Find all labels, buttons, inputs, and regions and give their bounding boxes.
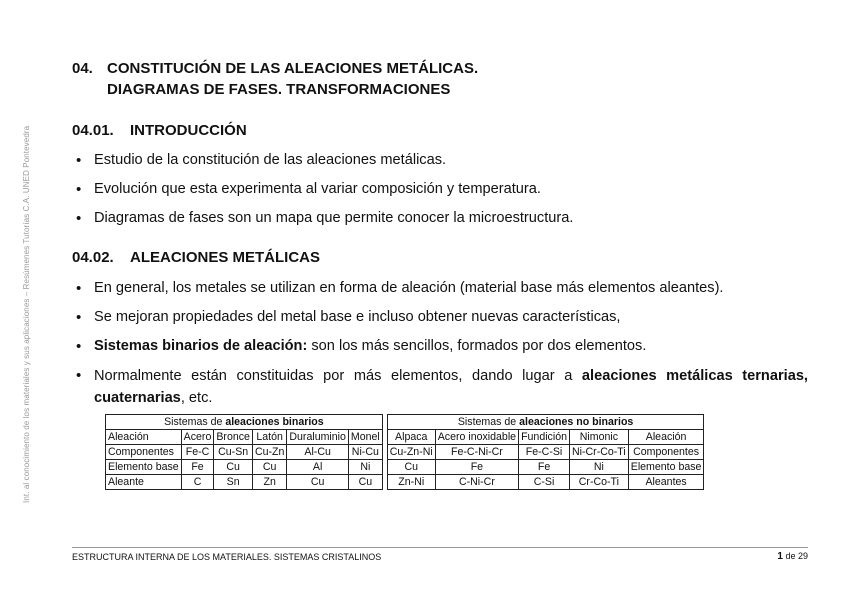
table-row — [106, 445, 704, 460]
table-cell: Fe — [519, 460, 570, 475]
table-cell: Cu — [287, 475, 349, 490]
table-cell: Monel — [348, 430, 382, 445]
footer-divider — [72, 547, 808, 548]
table-cell: Cu-Zn-Ni — [387, 445, 435, 460]
list-item: • Sistemas binarios de aleación: son los más sencillos, formados por dos elementos. — [72, 332, 808, 361]
table-cell: Cu-Sn — [214, 445, 253, 460]
table-cell: Fe — [435, 460, 518, 475]
bold-term: aleaciones metálicas ternarias, cuaternarias — [94, 368, 808, 406]
section-heading-intro — [72, 122, 247, 139]
table-cell: Aleantes — [628, 475, 704, 490]
table-cell: Cu — [214, 460, 253, 475]
table-cell: Ni — [570, 460, 629, 475]
table-cell: Bronce — [214, 430, 253, 445]
section-heading-alloys — [72, 249, 320, 266]
table-cell: Cu — [348, 475, 382, 490]
nonbinary-systems-header: Sistemas de aleaciones no binarios — [387, 415, 704, 430]
footer-title: ESTRUCTURA INTERNA DE LOS MATERIALES. SISTEMAS CRISTALINOS — [72, 552, 382, 562]
bold-term: Sistemas binarios de aleación: — [94, 338, 308, 354]
list-item: • Normalmente están constituidas por más elementos, dando lugar a aleaciones metálicas ternarias, cuaternarias, etc. — [72, 361, 808, 409]
list-item: • En general, los metales se utilizan en forma de aleación (material base más elementos aleantes). — [72, 274, 808, 303]
table-cell: Fe-C-Si — [519, 445, 570, 460]
title-line-1: CONSTITUCIÓN DE LAS ALEACIONES METÁLICAS. — [107, 60, 479, 77]
alloys-table-wrap — [105, 414, 704, 490]
table-cell: Aleación — [628, 430, 704, 445]
table-row — [106, 475, 704, 490]
list-item: • Estudio de la constitución de las aleaciones metálicas. — [72, 146, 808, 175]
list-item: • Diagramas de fases son un mapa que permite conocer la microestructura. — [72, 204, 808, 233]
table-row — [106, 430, 704, 445]
table-cell: Aleante — [106, 475, 182, 490]
table-cell: C-Ni-Cr — [435, 475, 518, 490]
table-cell: Cu-Zn — [252, 445, 286, 460]
alloys-table — [105, 414, 704, 490]
section-title: INTRODUCCIÓN — [130, 122, 247, 139]
page-title — [72, 58, 478, 100]
section-title: ALEACIONES METÁLICAS — [130, 249, 321, 266]
table-cell: Al — [287, 460, 349, 475]
table-cell: Ni-Cu — [348, 445, 382, 460]
table-cell: Fe-C — [181, 445, 214, 460]
intro-list — [72, 146, 808, 233]
table-cell: C-Si — [519, 475, 570, 490]
section-number: 04.01. — [72, 122, 114, 139]
table-cell: Cu — [387, 460, 435, 475]
sidebar-caption: Int. al conocimiento de los materiales y sus aplicaciones – Resúmenes Tutorías C.A. UNED Pontevedra — [22, 125, 31, 503]
binary-systems-header: Sistemas de aleaciones binarios — [106, 415, 383, 430]
table-cell: Componentes — [628, 445, 704, 460]
table-cell: Zn-Ni — [387, 475, 435, 490]
title-number: 04. — [72, 60, 93, 77]
table-cell: Cr-Co-Ti — [570, 475, 629, 490]
table-cell: Acero inoxidable — [435, 430, 518, 445]
table-header-row — [106, 415, 704, 430]
table-cell: Duraluminio — [287, 430, 349, 445]
list-item: • Se mejoran propiedades del metal base e incluso obtener nuevas características, — [72, 303, 808, 332]
table-cell: Componentes — [106, 445, 182, 460]
table-cell: Elemento base — [628, 460, 704, 475]
table-cell: Elemento base — [106, 460, 182, 475]
section-number: 04.02. — [72, 249, 114, 266]
table-cell: Sn — [214, 475, 253, 490]
table-cell: Cu — [252, 460, 286, 475]
table-cell: Aleación — [106, 430, 182, 445]
alloys-list — [72, 274, 808, 409]
table-cell: Nimonic — [570, 430, 629, 445]
table-row — [106, 460, 704, 475]
table-cell: Ni — [348, 460, 382, 475]
table-cell: Al-Cu — [287, 445, 349, 460]
list-item: • Evolución que esta experimenta al variar composición y temperatura. — [72, 175, 808, 204]
table-cell: C — [181, 475, 214, 490]
table-cell: Zn — [252, 475, 286, 490]
table-cell: Latón — [252, 430, 286, 445]
table-cell: Acero — [181, 430, 214, 445]
table-cell: Fe — [181, 460, 214, 475]
table-cell: Alpaca — [387, 430, 435, 445]
table-cell: Fundición — [519, 430, 570, 445]
title-line-2: DIAGRAMAS DE FASES. TRANSFORMACIONES — [107, 81, 451, 98]
table-cell: Ni-Cr-Co-Ti — [570, 445, 629, 460]
table-cell: Fe-C-Ni-Cr — [435, 445, 518, 460]
page-number: 1 de 29 — [777, 551, 808, 562]
